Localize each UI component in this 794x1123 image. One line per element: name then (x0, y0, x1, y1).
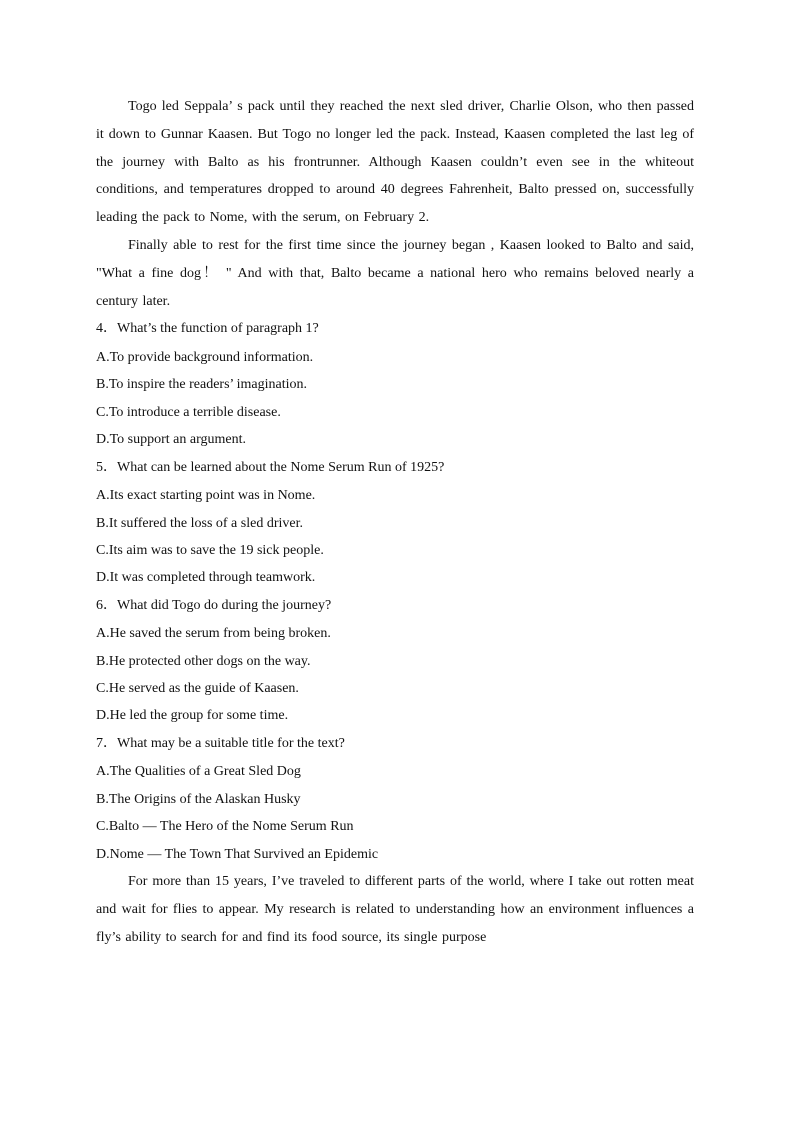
option-b: B.To inspire the readers’ imagination. (96, 377, 308, 393)
question-stem: 7．What may be a suitable title for the text? (96, 735, 345, 751)
option-a: A.He saved the serum from being broken. (96, 626, 331, 642)
question-list (96, 315, 694, 868)
option-c: C.He served as the guide of Kaasen. (96, 681, 299, 697)
option-a: A.Its exact starting point was in Nome. (96, 488, 316, 504)
passage-paragraph: Finally able to rest for the first time since the journey began , Kaasen looked to Balto and said, "What a fine dog！ " And with that, Balto became a national hero who remains beloved nearly a century later. (96, 237, 694, 309)
option-d: D.To support an argument. (96, 432, 247, 448)
passage-end (96, 93, 694, 315)
question-6 (96, 592, 694, 730)
question-4 (96, 315, 694, 453)
question-stem: 6．What did Togo do during the journey? (96, 597, 332, 613)
option-d: D.He led the group for some time. (96, 708, 289, 724)
document-page (96, 93, 694, 951)
question-5 (96, 454, 694, 592)
option-b: B.The Origins of the Alaskan Husky (96, 791, 301, 807)
option-c: C.Balto — The Hero of the Nome Serum Run (96, 819, 354, 835)
passage-paragraph: Togo led Seppala’ s pack until they reached the next sled driver, Charlie Olson, who then passed it down to Gunnar Kaasen. But Togo no longer led the pack. Instead, Kaasen completed the last leg of the journey with Balto as his frontrunner. Although Kaasen couldn’t even see in the whiteout conditions, and temperatures dropped to around 40 degrees Fahrenheit, Balto pressed on, successfully leading the pack to Nome, with the serum, on February 2. (96, 99, 694, 226)
option-list (96, 344, 694, 454)
question-stem: 5．What can be learned about the Nome Serum Run of 1925? (96, 459, 445, 475)
next-passage (96, 868, 694, 951)
question-stem: 4．What’s the function of paragraph 1? (96, 321, 319, 337)
option-c: C.Its aim was to save the 19 sick people. (96, 542, 324, 558)
passage-paragraph: For more than 15 years, I’ve traveled to different parts of the world, where I take out rotten meat and wait for flies to appear. My research is related to understanding how an environment influences a fly’s ability to search for and find its food source, its single purpose (96, 874, 694, 945)
option-list (96, 482, 694, 592)
option-b: B.He protected other dogs on the way. (96, 653, 311, 669)
option-a: A.The Qualities of a Great Sled Dog (96, 764, 301, 780)
question-7 (96, 730, 694, 868)
option-a: A.To provide background information. (96, 349, 314, 365)
option-b: B.It suffered the loss of a sled driver. (96, 515, 303, 531)
option-d: D.It was completed through teamwork. (96, 570, 316, 586)
option-c: C.To introduce a terrible disease. (96, 404, 281, 420)
option-d: D.Nome — The Town That Survived an Epidemic (96, 846, 379, 862)
option-list (96, 620, 694, 730)
option-list (96, 758, 694, 868)
